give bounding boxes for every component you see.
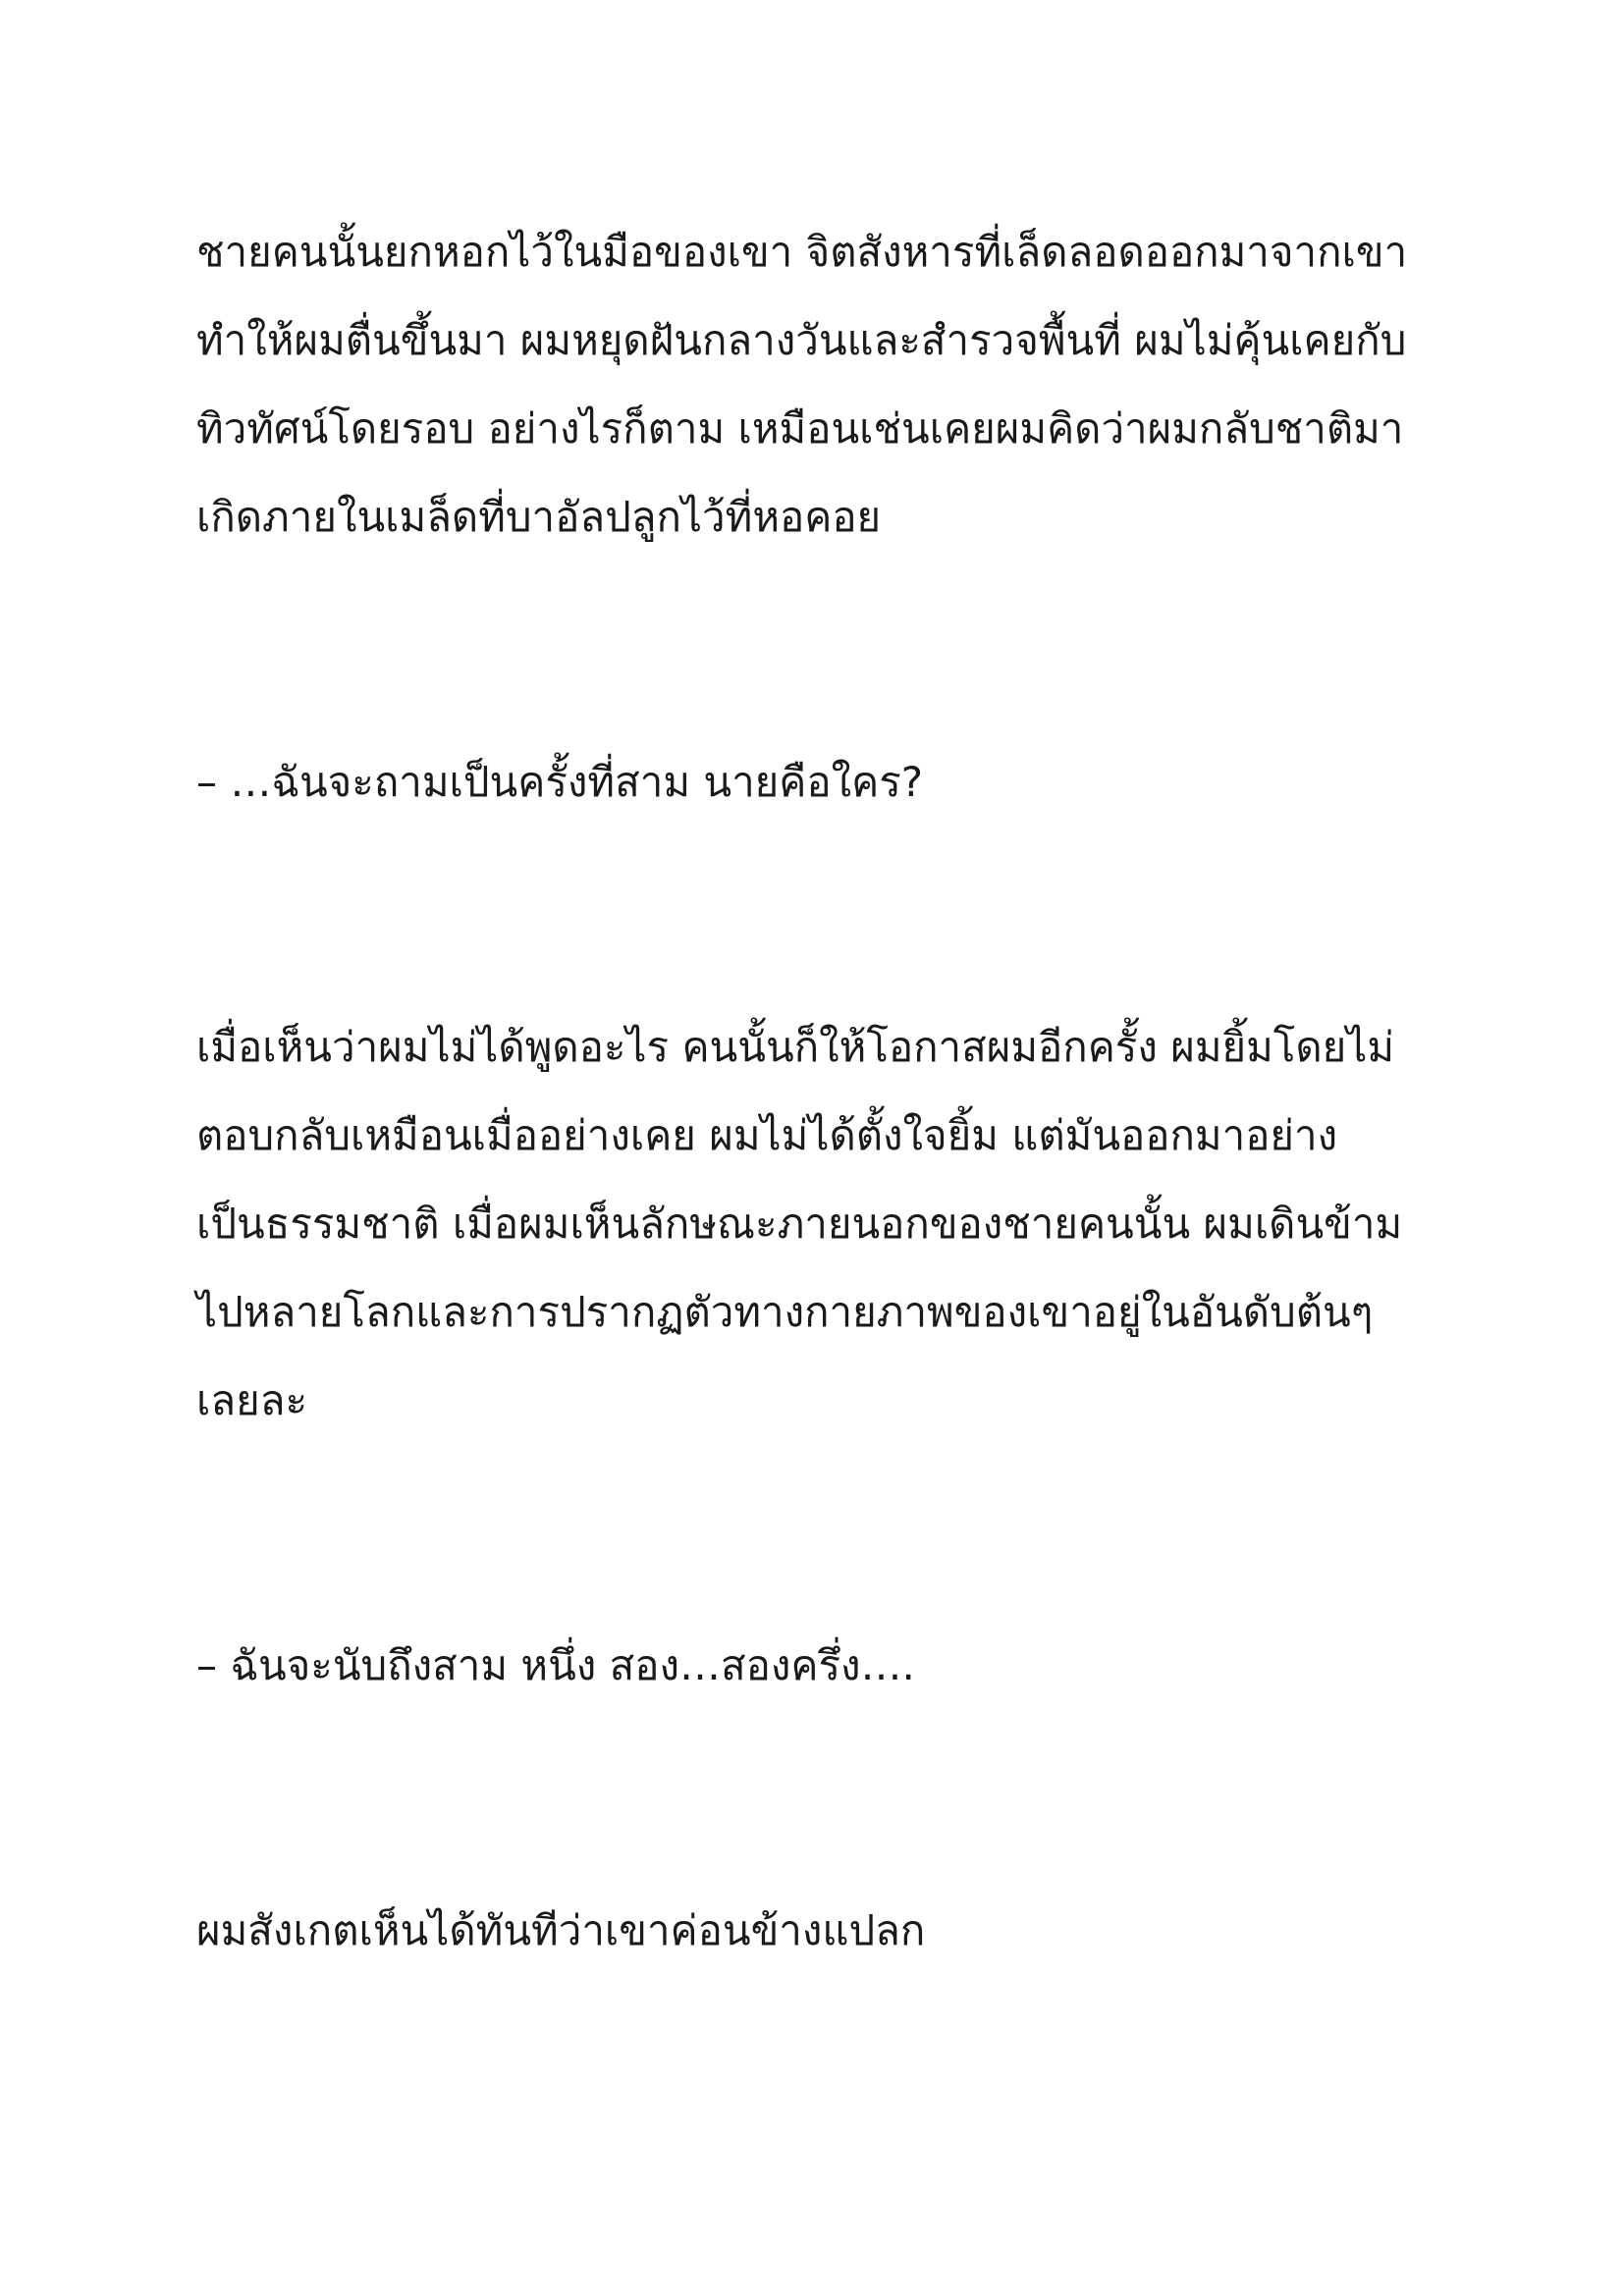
text-column xyxy=(196,208,1463,1975)
paragraph-2 xyxy=(196,1003,1463,1445)
paragraph-line: เกิดภายในเมล็ดที่บาอัลปลูกไว้ที่หอคอย xyxy=(196,493,882,541)
paragraph-line: เมื่อเห็นว่าผมไม่ได้พูดอะไร คนนั้นก็ให้โอกาสผมอีกครั้ง ผมยิ้มโดยไม่ xyxy=(196,1023,1395,1071)
paragraph-line: ตอบกลับเหมือนเมื่ออย่างเคย ผมไม่ได้ตั้งใจยิ้ม แต่มันออกมาอย่าง xyxy=(196,1111,1338,1159)
paragraph-line: เป็นธรรมชาติ เมื่อผมเห็นลักษณะภายนอกของชายคนนั้น ผมเดินข้าม xyxy=(196,1200,1403,1248)
paragraph-spacer xyxy=(196,1710,1463,1887)
paragraph-3 xyxy=(196,1887,1463,1975)
paragraph-1 xyxy=(196,208,1463,561)
paragraph-line: ไปหลายโลกและการปรากฏตัวทางกายภาพของเขาอยู่ในอันดับต้นๆ xyxy=(196,1288,1374,1336)
paragraph-line: – ฉันจะนับถึงสาม หนึ่ง สอง…สองครึ่ง…. xyxy=(196,1641,915,1689)
dialogue-line-2 xyxy=(196,1622,1463,1710)
paragraph-line: ทิวทัศน์โดยรอบ อย่างไรก็ตาม เหมือนเช่นเคยผมคิดว่าผมกลับชาติมา xyxy=(196,404,1404,453)
paragraph-line: ชายคนนั้นยกหอกไว้ในมือของเขา จิตสังหารที่เล็ดลอดออกมาจากเขา xyxy=(196,228,1408,276)
paragraph-line: – …ฉันจะถามเป็นครั้งที่สาม นายคือใคร? xyxy=(196,758,924,806)
paragraph-spacer xyxy=(196,561,1463,738)
paragraph-spacer xyxy=(196,827,1463,1003)
dialogue-line-1 xyxy=(196,738,1463,827)
paragraph-line: ผมสังเกตเห็นได้ทันทีว่าเขาค่อนข้างแปลก xyxy=(196,1906,926,1954)
paragraph-spacer xyxy=(196,1445,1463,1622)
paragraph-line: เลยละ xyxy=(196,1376,307,1424)
paragraph-line: ทำให้ผมตื่นขึ้นมา ผมหยุดฝันกลางวันและสำรวจพื้นที่ ผมไม่คุ้นเคยกับ xyxy=(196,316,1407,364)
